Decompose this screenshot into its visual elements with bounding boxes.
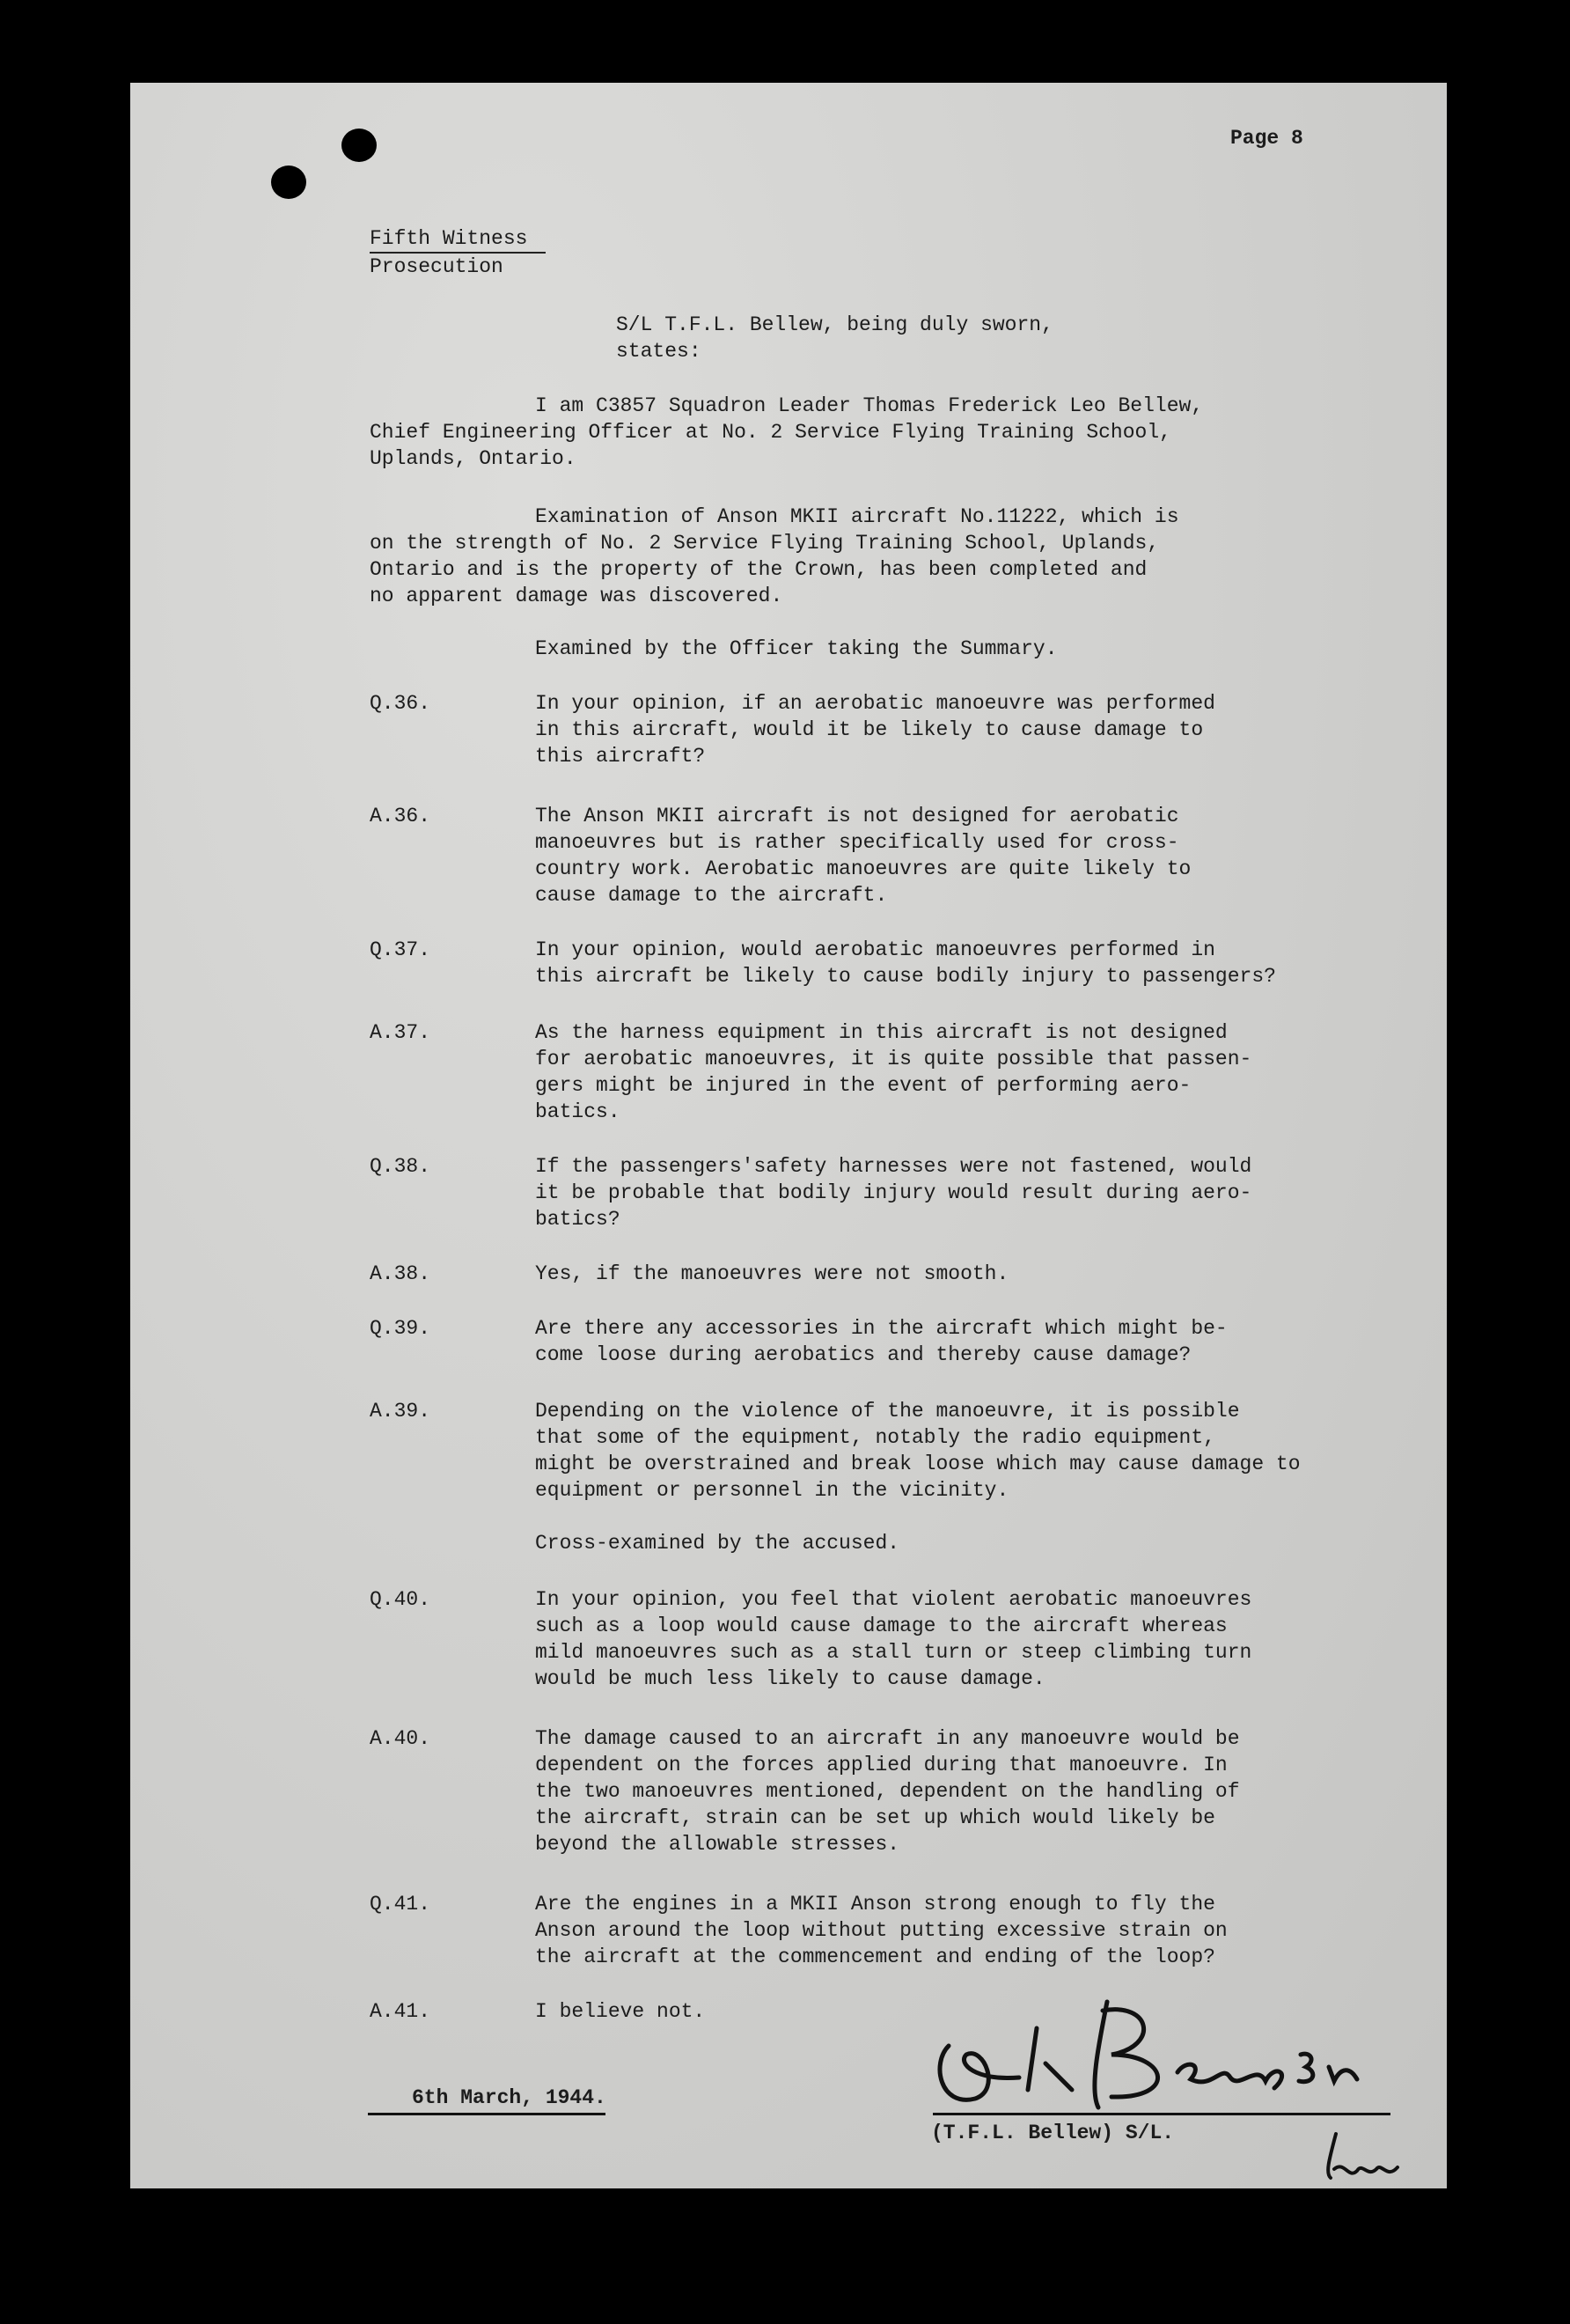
qa-label: Q.38. [370, 1155, 431, 1178]
examination-paragraph: Examination of Anson MKII aircraft No.11222, which is on the strength of No. 2 Service Flying Training School, Uplands, Ontario and is the property of the Crown, has been completed and no apparent damage was discovered. [370, 505, 1179, 607]
handwritten-signature [922, 1993, 1380, 2116]
side-heading: Prosecution [370, 255, 503, 278]
qa-text: As the harness equipment in this aircraft is not designed for aerobatic manoeuvres, it is quite possible that passen- gers might be injured in the event of performing aero- batics. [535, 1021, 1252, 1123]
qa-text: The damage caused to an aircraft in any manoeuvre would be dependent on the forces applied during that manoeuvre. In the two manoeuvres mentioned, dependent on the handling of the aircraft, strain can be set up which would likely be beyond the allowable stresses. [535, 1727, 1240, 1856]
qa-text: Depending on the violence of the manoeuvre, it is possible that some of the equipment, notably the radio equipment, might be overstrained and break loose which may cause damage to equipment or personnel in the vicinity. [535, 1400, 1301, 1502]
date-underline [368, 2113, 605, 2115]
handwritten-initials [1318, 2125, 1415, 2187]
qa-label: A.40. [370, 1727, 431, 1750]
qa-label: A.39. [370, 1400, 431, 1423]
qa-label: A.38. [370, 1262, 431, 1285]
qa-label: Q.40. [370, 1588, 431, 1611]
heading-underline [370, 252, 546, 254]
qa-text: Are there any accessories in the aircraft which might be- come loose during aerobatics and thereby cause damage? [535, 1317, 1228, 1366]
witness-heading: Fifth Witness [370, 227, 528, 250]
qa-text: The Anson MKII aircraft is not designed for aerobatic manoeuvres but is rather specifically used for cross- country work. Aerobatic manoeuvres are quite likely to cause damage to the aircraft. [535, 805, 1192, 907]
punch-hole-top [341, 129, 377, 162]
qa-text: In your opinion, would aerobatic manoeuvres performed in this aircraft be likely to cause bodily injury to passengers? [535, 938, 1276, 988]
qa-label: A.41. [370, 2000, 431, 2023]
signatory-name: (T.F.L. Bellew) S/L. [931, 2122, 1175, 2144]
qa-label: Q.37. [370, 938, 431, 961]
qa-text: In your opinion, if an aerobatic manoeuvre was performed in this aircraft, would it be likely to cause damage to this aircraft? [535, 692, 1215, 768]
qa-text: Yes, if the manoeuvres were not smooth. [535, 1262, 1009, 1285]
qa-label: Q.41. [370, 1893, 431, 1916]
document-page [130, 83, 1447, 2188]
qa-text: In your opinion, you feel that violent aerobatic manoeuvres such as a loop would cause damage to the aircraft whereas mild manoeuvres such as a stall turn or steep climbing turn would be much less likely to cause damage. [535, 1588, 1252, 1690]
signature-line [933, 2113, 1390, 2115]
statement-date: 6th March, 1944. [412, 2086, 606, 2109]
cross-examined-note: Cross-examined by the accused. [535, 1532, 900, 1555]
punch-hole-bottom [271, 165, 306, 199]
witness-intro-line1: S/L T.F.L. Bellew, being duly sworn, [616, 313, 1053, 336]
qa-text: I believe not. [535, 2000, 706, 2023]
qa-label: A.36. [370, 805, 431, 827]
qa-text: Are the engines in a MKII Anson strong enough to fly the Anson around the loop without putting excessive strain on the aircraft at the commencement and ending of the loop? [535, 1893, 1228, 1968]
witness-intro-line2: states: [616, 340, 701, 363]
qa-label: Q.36. [370, 692, 431, 715]
qa-label: A.37. [370, 1021, 431, 1044]
witness-statement: I am C3857 Squadron Leader Thomas Frederick Leo Bellew, Chief Engineering Officer at No. 2 Service Flying Training School, Uplands, Ontario. [370, 394, 1204, 470]
page-number: Page 8 [1230, 127, 1303, 150]
examined-by-note: Examined by the Officer taking the Summary. [535, 637, 1058, 660]
qa-text: If the passengers'safety harnesses were not fastened, would it be probable that bodily injury would result during aero- batics? [535, 1155, 1252, 1231]
qa-label: Q.39. [370, 1317, 431, 1340]
